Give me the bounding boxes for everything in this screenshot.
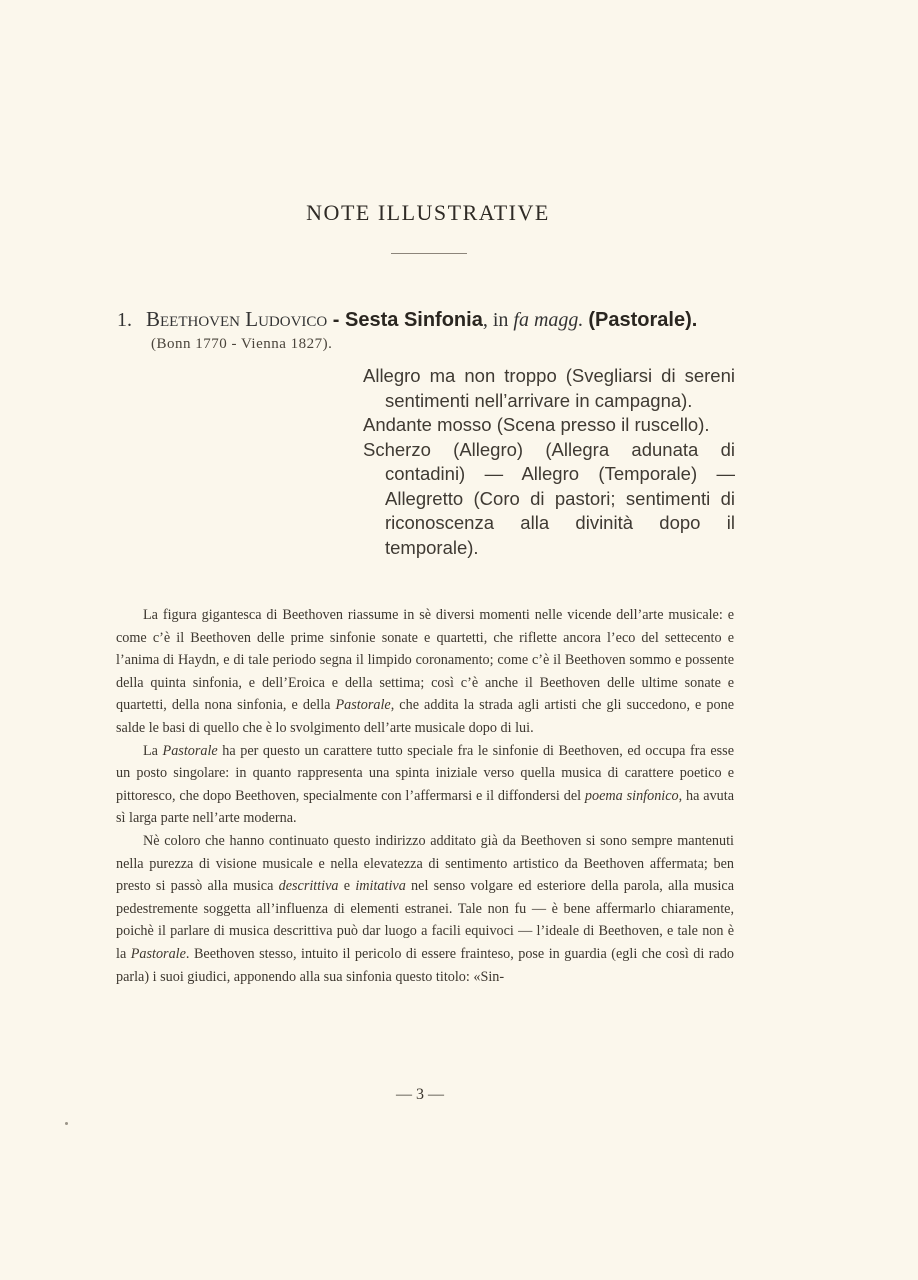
movement-item: Andante mosso (Scena presso il ruscello). [363,414,710,435]
paragraph-1 [116,604,734,740]
heading-separator: - [327,309,346,331]
paragraph-2 [116,740,734,830]
title-divider [391,253,467,254]
italic-run: descrittiva [278,878,339,895]
text-run: La figura gigantesca di Beethoven riassume in sè diversi momenti nelle vicende dell’arte musicale: e come c’è il Beethoven delle prime sinfonie sonate e quartetti, che riflette ancora l’eco del settecento e l’anima di Haydn, e di tale periodo segna il limpido coronamento; come c’è il Beethoven sommo e possente della quinta sinfonia, e dell’Eroica e della settima; così c’è anche il Beethoven delle ultime sonate e quartetti, della nona sinfonia, e della [116,607,734,714]
paragraph-3 [116,830,734,988]
page-title: NOTE ILLUSTRATIVE [306,200,550,225]
italic-run: Pastorale [162,742,218,759]
movements-list [363,364,735,560]
italic-run: poema sinfonico [584,787,679,804]
body-text [116,604,734,988]
text-run: , ha avuta sì larga parte nell’arte moderna. [116,787,734,827]
movement-item: Scherzo (Allegro) (Allegra adunata di contadini) — Allegro (Temporale) — Allegretto (Coro di pastori; sentimenti di riconoscenza alla divinità dopo il temporale). [363,438,735,558]
composer-name: Beethoven Ludovico [146,307,328,331]
page-number: — 3 — [396,1086,444,1103]
text-run: La [143,742,163,759]
work-title: Sesta Sinfonia [345,309,483,331]
text-run: ha per questo un carattere tutto speciale fra le sinfonie di Beethoven, ed occupa fra esse un posto singolare: in quanto rappresenta una spinta iniziale verso quella musica di carattere poetico e pittoresco, che dopo Beethoven, specialmente con l’affermarsi e il diffondersi del [116,742,734,804]
movement-item: Allegro ma non troppo (Svegliarsi di sereni sentimenti nell’arrivare in campagna). [363,365,735,411]
entry-number: 1. [117,309,132,331]
italic-run: Pastorale [130,945,186,962]
italic-run: imitativa [355,878,406,895]
text-run: Nè coloro che hanno continuato questo indirizzo additato già da Beethoven si sono sempre mantenuti nella purezza di visione musicale e nella elevatezza di sentimento artistico da Beethoven affermata; ben presto si passò alla musica [116,832,734,895]
text-run: e [338,878,356,895]
text-run: , che addita la strada agli artisti che gli succedono, e pone salde le basi di quello che è lo svolgimento dell’arte musicale dopo di lui. [116,697,735,736]
paper-speck [65,1122,68,1125]
work-key: fa magg. [513,309,584,331]
text-run: . Beethoven stesso, intuito il pericolo di essere frainteso, pose in guardia (egli che così di rado parla) i suoi giudici, apponendo alla sua sinfonia questo titolo: «Sin- [116,945,734,985]
work-subtitle: (Pastorale). [588,309,698,331]
text-run: nel senso volgare ed esteriore della parola, alla musica pedestremente soggetta all’influenza di elementi estranei. Tale non fu — è bene affermarlo chiaramente, poichè il parlare di musica descrittiva può dar luogo a facili equivoci — l’ideale di Beethoven, e tale non è la [116,878,734,962]
italic-run: Pastorale [335,697,391,714]
composer-dates: (Bonn 1770 - Vienna 1827). [151,336,333,352]
entry-heading [117,307,757,332]
in-word: , in [482,309,514,331]
